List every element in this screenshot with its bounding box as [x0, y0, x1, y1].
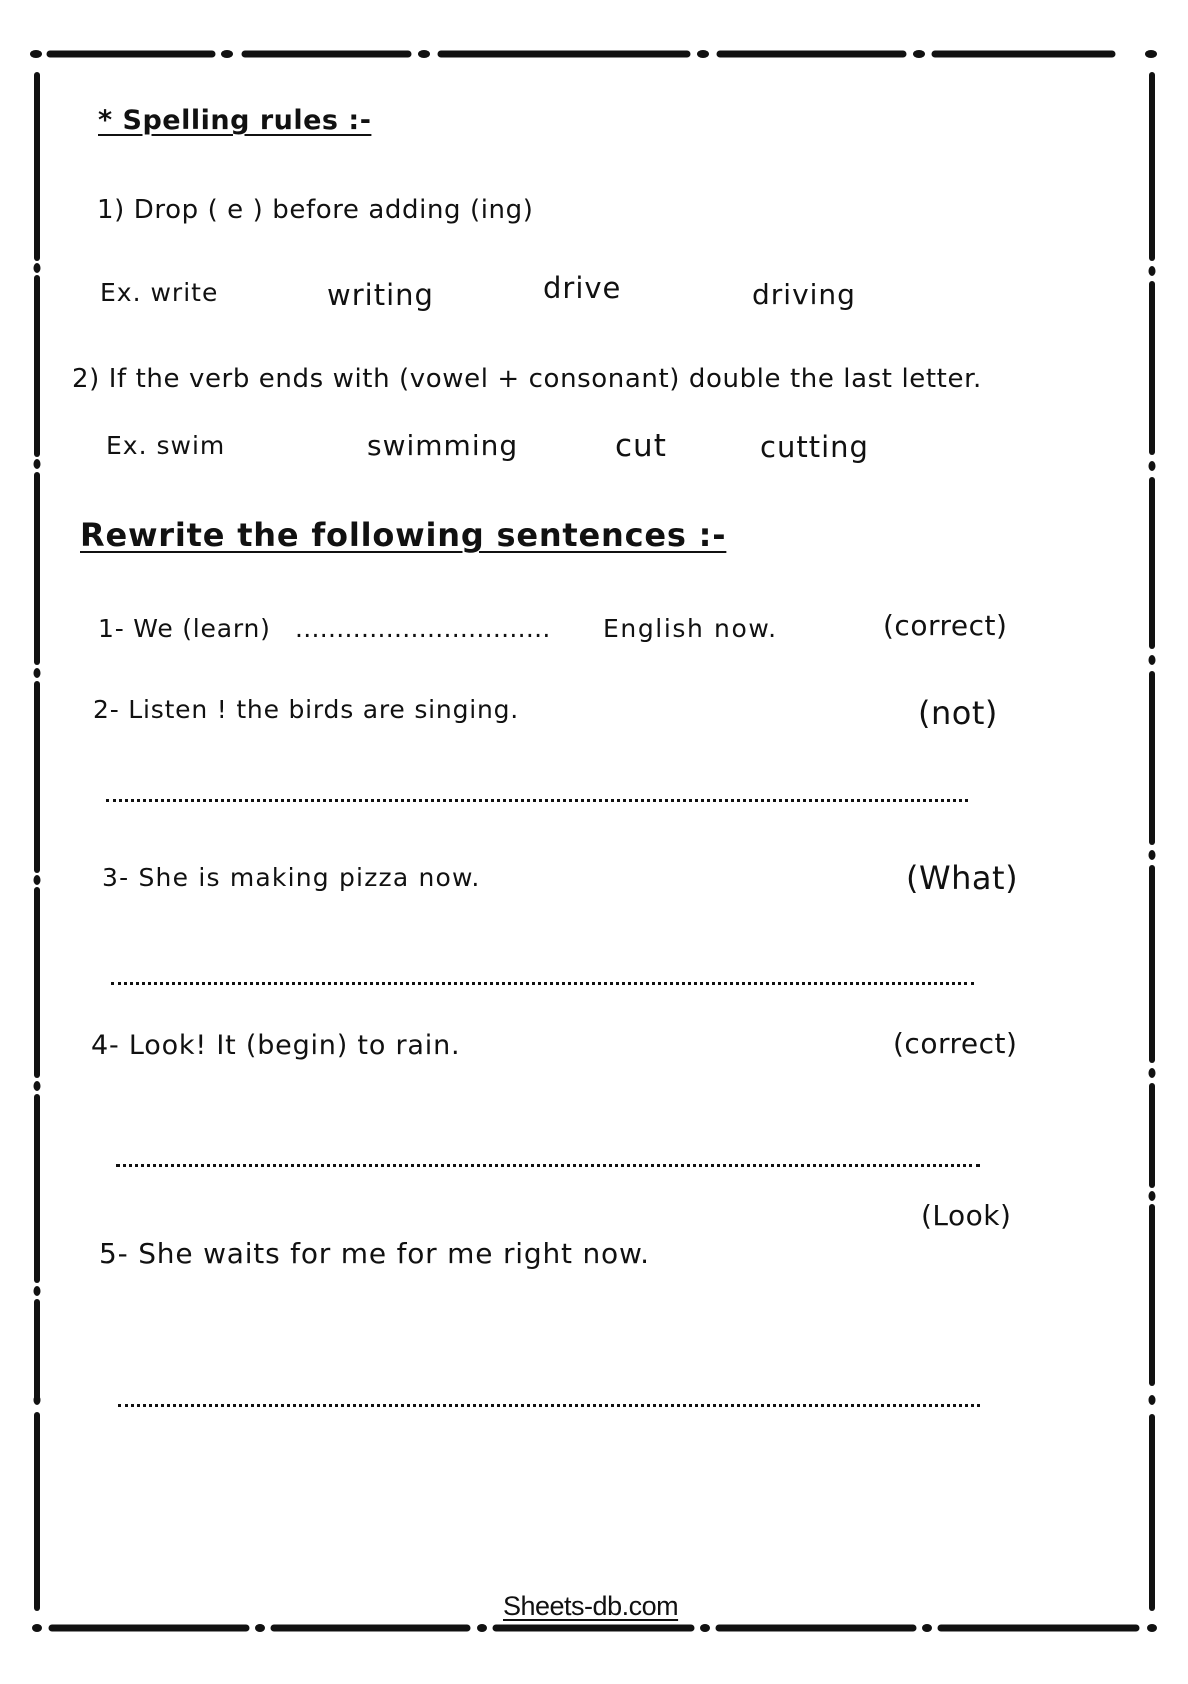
rule-2-example-word: swimming	[367, 429, 519, 462]
question-1-prefix: 1- We (learn)	[98, 614, 271, 643]
footer-site-link[interactable]: Sheets-db.com	[503, 1591, 679, 1621]
question-1-hint: (correct)	[883, 609, 1008, 642]
border-bottom-dots	[32, 1624, 1157, 1632]
spelling-rules-heading: * Spelling rules :-	[98, 105, 372, 136]
answer-line-5[interactable]	[118, 1404, 980, 1407]
question-3-hint: (What)	[906, 859, 1019, 897]
question-1-suffix: English now.	[603, 614, 778, 643]
answer-line-4[interactable]	[116, 1164, 980, 1167]
border-left-dots	[34, 263, 41, 1405]
border-right-dots	[1149, 266, 1156, 1405]
question-4-hint: (correct)	[893, 1027, 1018, 1060]
rule-1-example-label: Ex. write	[100, 278, 219, 307]
rule-2-example-word: cutting	[760, 430, 869, 464]
rule-1-example-word: driving	[752, 278, 856, 311]
border-top-dots	[30, 50, 1157, 58]
rule-2-example-label: Ex. swim	[106, 431, 226, 460]
spelling-rule-2: 2) If the verb ends with (vowel + consonant) double the last letter.	[72, 364, 982, 394]
rule-2-example-word: cut	[615, 428, 667, 464]
answer-line-2[interactable]	[106, 799, 968, 802]
question-3-text: 3- She is making pizza now.	[102, 863, 481, 892]
spelling-rule-1: 1) Drop ( e ) before adding (ing)	[97, 195, 534, 225]
rule-1-example-word: drive	[543, 271, 622, 305]
question-5-hint: (Look)	[921, 1199, 1012, 1232]
rewrite-heading: Rewrite the following sentences :-	[80, 516, 727, 554]
question-2-hint: (not)	[918, 694, 998, 732]
question-1-blank[interactable]: ...............................	[295, 614, 551, 643]
question-2-text: 2- Listen ! the birds are singing.	[93, 695, 520, 724]
question-5-text: 5- She waits for me for me right now.	[99, 1237, 650, 1270]
question-4-text: 4- Look! It (begin) to rain.	[91, 1030, 461, 1061]
rule-1-example-word: writing	[327, 278, 434, 312]
answer-line-3[interactable]	[111, 982, 974, 985]
